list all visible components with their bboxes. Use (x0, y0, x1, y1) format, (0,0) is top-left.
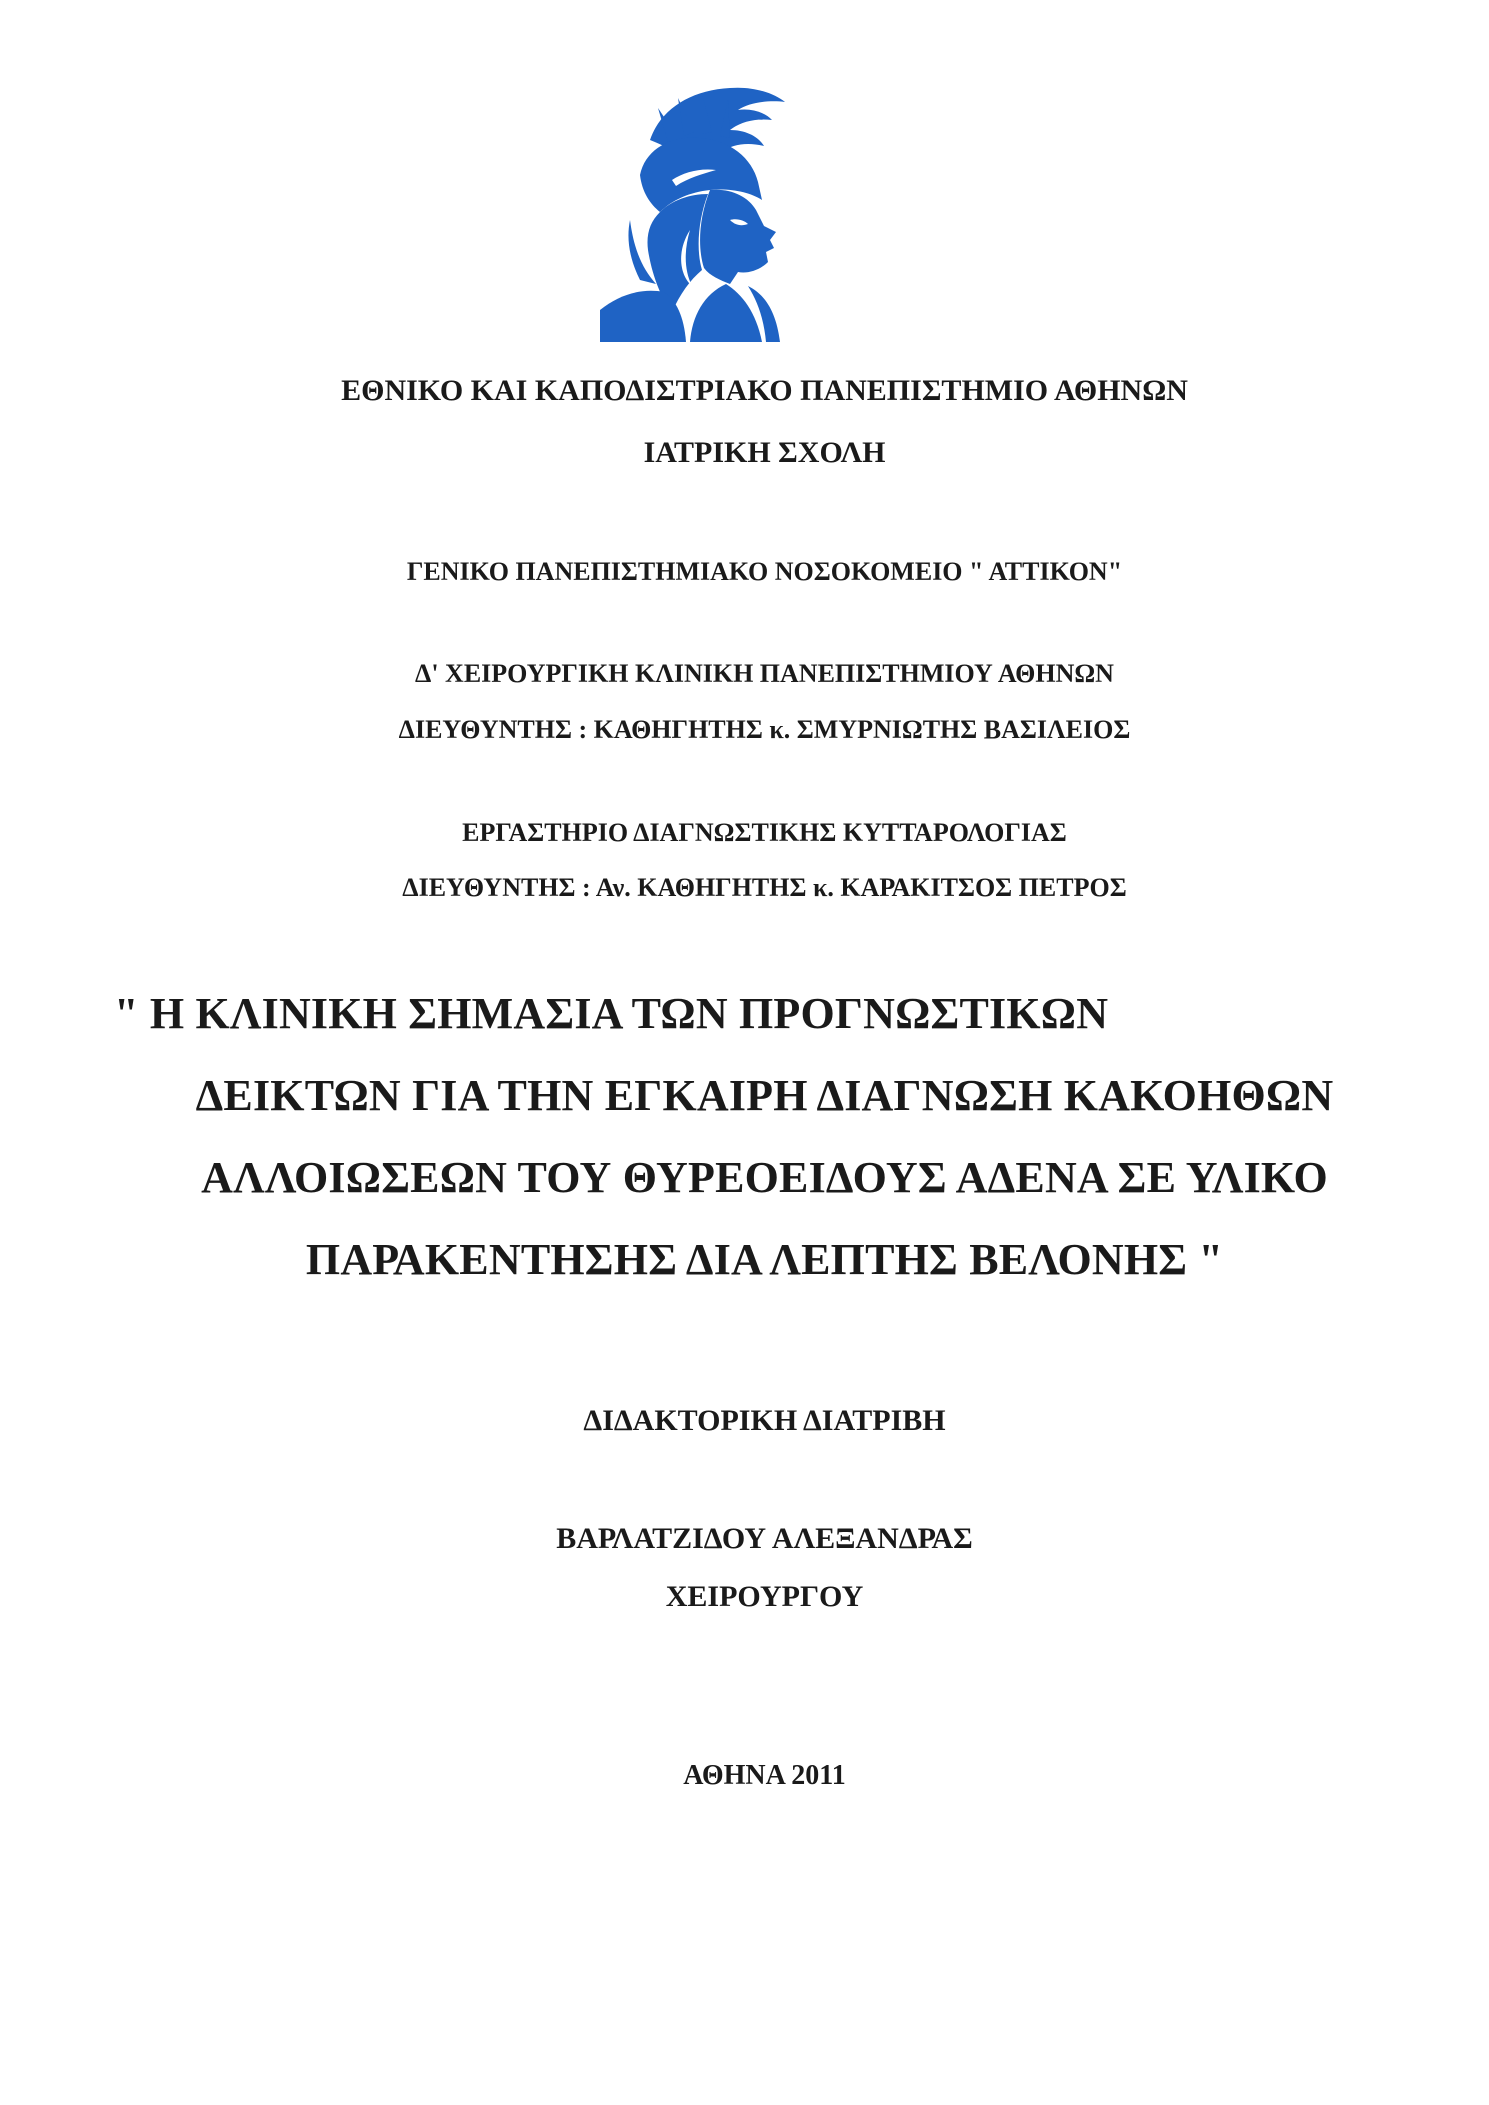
document-type: ΔΙΔΑΚΤΟΡΙΚΗ ΔΙΑΤΡΙΒΗ (583, 1404, 946, 1437)
hospital-name: ΓΕΝΙΚΟ ΠΑΝΕΠΙΣΤΗΜΙΑΚΟ ΝΟΣΟΚΟΜΕΙΟ " ΑΤΤΙΚΟΝ" (406, 557, 1123, 586)
clinic-name: Δ' ΧΕΙΡΟΥΡΓΙΚΗ ΚΛΙΝΙΚΗ ΠΑΝΕΠΙΣΤΗΜΙΟΥ ΑΘΗΝΩΝ (415, 659, 1114, 688)
author-profession: ΧΕΙΡΟΥΡΓΟΥ (665, 1580, 864, 1613)
athena-head-logo (580, 80, 810, 350)
university-name: ΕΘΝΙΚΟ ΚΑΙ ΚΑΠΟΔΙΣΤΡΙΑΚΟ ΠΑΝΕΠΙΣΤΗΜΙΟ ΑΘΗΝΩΝ (341, 374, 1188, 407)
place-and-year: ΑΘΗΝΑ 2011 (683, 1760, 846, 1791)
laboratory-director: ΔΙΕΥΘΥΝΤΗΣ : Αν. ΚΑΘΗΓΗΤΗΣ κ. ΚΑΡΑΚΙΤΣΟΣ ΠΕΤΡΟΣ (402, 873, 1127, 902)
thesis-title-line-2: ΔΕΙΚΤΩΝ ΓΙΑ ΤΗΝ ΕΓΚΑΙΡΗ ΔΙΑΓΝΩΣΗ ΚΑΚΟΗΘΩΝ (195, 1071, 1334, 1120)
clinic-director: ΔΙΕΥΘΥΝΤΗΣ : ΚΑΘΗΓΗΤΗΣ κ. ΣΜΥΡΝΙΩΤΗΣ ΒΑΣΙΛΕΙΟΣ (398, 715, 1131, 744)
school-name: ΙΑΤΡΙΚΗ ΣΧΟΛΗ (643, 436, 886, 469)
thesis-title-line-1: " Η ΚΛΙΝΙΚΗ ΣΗΜΑΣΙΑ ΤΩΝ ΠΡΟΓΝΩΣΤΙΚΩΝ (114, 989, 1109, 1038)
thesis-title-line-4: ΠΑΡΑΚΕΝΤΗΣΗΣ ΔΙΑ ΛΕΠΤΗΣ ΒΕΛΟΝΗΣ " (305, 1235, 1224, 1284)
author-name: ΒΑΡΛΑΤΖΙΔΟΥ ΑΛΕΞΑΝΔΡΑΣ (556, 1522, 973, 1555)
laboratory-name: ΕΡΓΑΣΤΗΡΙΟ ΔΙΑΓΝΩΣΤΙΚΗΣ ΚΥΤΤΑΡΟΛΟΓΙΑΣ (462, 818, 1067, 847)
thesis-title-line-3: ΑΛΛΟΙΩΣΕΩΝ ΤΟΥ ΘΥΡΕΟΕΙΔΟΥΣ ΑΔΕΝΑ ΣΕ ΥΛΙΚΟ (201, 1153, 1328, 1202)
